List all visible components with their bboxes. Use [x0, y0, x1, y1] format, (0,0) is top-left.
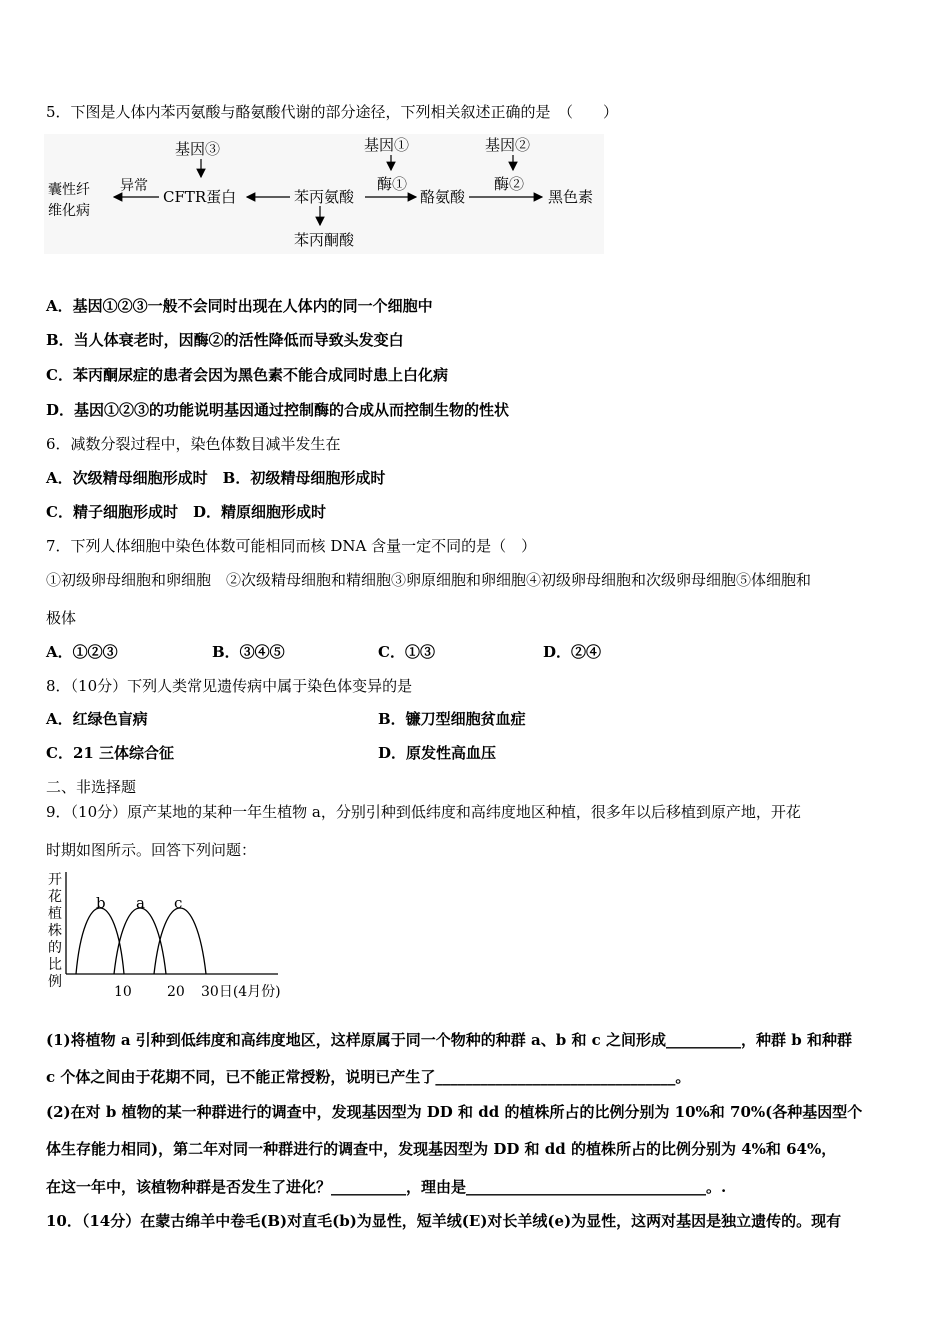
- melanin: 黑色素: [548, 188, 594, 206]
- phenylpyruvic-acid: 苯丙酮酸: [294, 231, 355, 249]
- q5-option-d: D．基因①②③的功能说明基因通过控制酶的合成从而控制生物的性状: [46, 401, 510, 419]
- y-axis-char: 花: [48, 889, 62, 905]
- q5-stem: 5．下图是人体内苯丙氨酸与酪氨酸代谢的部分途径，下列相关叙述正确的是 （ ）: [46, 103, 619, 121]
- q7-option-c: C．①③: [378, 643, 435, 661]
- q5-option-b: B．当人体衰老时，因酶②的活性降低而导致头发变白: [46, 331, 404, 349]
- section-heading: 二、非选择题: [46, 778, 137, 796]
- q8-stem: 8．（10分）下列人类常见遗传病中属于染色体变异的是: [46, 677, 413, 695]
- y-axis-char: 的: [48, 940, 62, 956]
- q8-option-c: C．21 三体综合征: [46, 744, 175, 762]
- gene1-label: 基因①: [364, 136, 410, 154]
- disease-label-line2: 维化病: [48, 203, 90, 219]
- q9-part1-line2: c 个体之间由于花期不同，已不能正常授粉，说明已产生了________________________________。: [46, 1068, 691, 1086]
- q8-option-b: B．镰刀型细胞贫血症: [378, 710, 526, 728]
- q7-option-b: B．③④⑤: [212, 643, 285, 661]
- phenylalanine: 苯丙氨酸: [294, 188, 355, 206]
- q7-option-d: D．②④: [543, 643, 602, 661]
- q6-options-row2: C．精子细胞形成时 D．精原细胞形成时: [46, 503, 326, 521]
- abnormal-label: 异常: [120, 178, 148, 194]
- curve-b-label: b: [96, 894, 106, 912]
- cftr-protein: CFTR蛋白: [163, 188, 237, 206]
- flowering-time-graph: [44, 866, 284, 1006]
- y-axis-char: 开: [48, 872, 62, 888]
- x-tick-label: 10: [114, 984, 132, 1000]
- y-axis-char: 植: [48, 906, 62, 922]
- q8-option-d: D．原发性高血压: [378, 744, 497, 762]
- q9-stem-line2: 时期如图所示。回答下列问题：: [46, 841, 257, 859]
- tyrosine: 酪氨酸: [420, 188, 466, 206]
- curve-c-label: c: [174, 894, 183, 912]
- gene3-label: 基因③: [175, 140, 221, 158]
- y-axis-char: 比: [48, 957, 62, 973]
- q9-part2-line2: 体生存能力相同)，第二年对同一种群进行的调查中，发现基因型为 DD 和 dd 的植株所占的比例分别为 4%和 64%，: [46, 1140, 837, 1158]
- x-tick-label: 20: [167, 984, 185, 1000]
- q6-stem: 6．减数分裂过程中，染色体数目减半发生在: [46, 435, 341, 453]
- q7-option-a: A．①②③: [46, 643, 118, 661]
- y-axis-char: 株: [48, 923, 62, 939]
- curve-a-label: a: [136, 894, 145, 912]
- curve-c: [154, 908, 206, 974]
- q7-stem: 7．下列人体细胞中染色体数可能相同而核 DNA 含量一定不同的是（ ）: [46, 537, 537, 555]
- q5-option-c: C．苯丙酮尿症的患者会因为黑色素不能合成同时患上白化病: [46, 366, 448, 384]
- q10-stem: 10．（14分）在蒙古绵羊中卷毛(B)对直毛(b)为显性，短羊绒(E)对长羊绒(e)为显性，这两对基因是独立遗传的。现有: [46, 1212, 842, 1230]
- curve-a: [114, 908, 166, 974]
- q9-part2-line1: (2)在对 b 植物的某一种群进行的调查中，发现基因型为 DD 和 dd 的植株所占的比例分别为 10%和 70%(各种基因型个: [46, 1103, 863, 1121]
- q5-option-a: A．基因①②③一般不会同时出现在人体内的同一个细胞中: [46, 297, 433, 315]
- metabolic-pathway-diagram: [44, 134, 604, 254]
- q7-items-line1: ①初级卵母细胞和卵细胞 ②次级精母细胞和精细胞③卵原细胞和卵细胞④初级卵母细胞和次级卵母细胞⑤体细胞和: [46, 571, 812, 589]
- enzyme1-label: 酶①: [377, 175, 408, 193]
- gene2-label: 基因②: [485, 136, 531, 154]
- x-tick-label: 30日(4月份): [201, 984, 281, 1000]
- q7-items-line2: 极体: [46, 609, 77, 627]
- curve-b: [76, 908, 124, 974]
- q8-option-a: A．红绿色盲病: [46, 710, 148, 728]
- enzyme2-label: 酶②: [494, 175, 525, 193]
- q9-part2-line3: 在这一年中，该植物种群是否发生了进化？__________，理由是________________________________。.: [46, 1178, 727, 1196]
- q9-stem-line1: 9．（10分）原产某地的某种一年生植物 a，分别引种到低纬度和高纬度地区种植，很多年以后移植到原产地，开花: [46, 803, 801, 821]
- disease-label-line1: 囊性纤: [48, 182, 90, 198]
- y-axis-char: 例: [48, 974, 62, 990]
- q6-options-row1: A．次级精母细胞形成时 B．初级精母细胞形成时: [46, 469, 386, 487]
- q9-part1-line1: (1)将植物 a 引种到低纬度和高纬度地区，这样原属于同一个物种的种群 a、b 和 c 之间形成__________，种群 b 和种群: [46, 1031, 852, 1049]
